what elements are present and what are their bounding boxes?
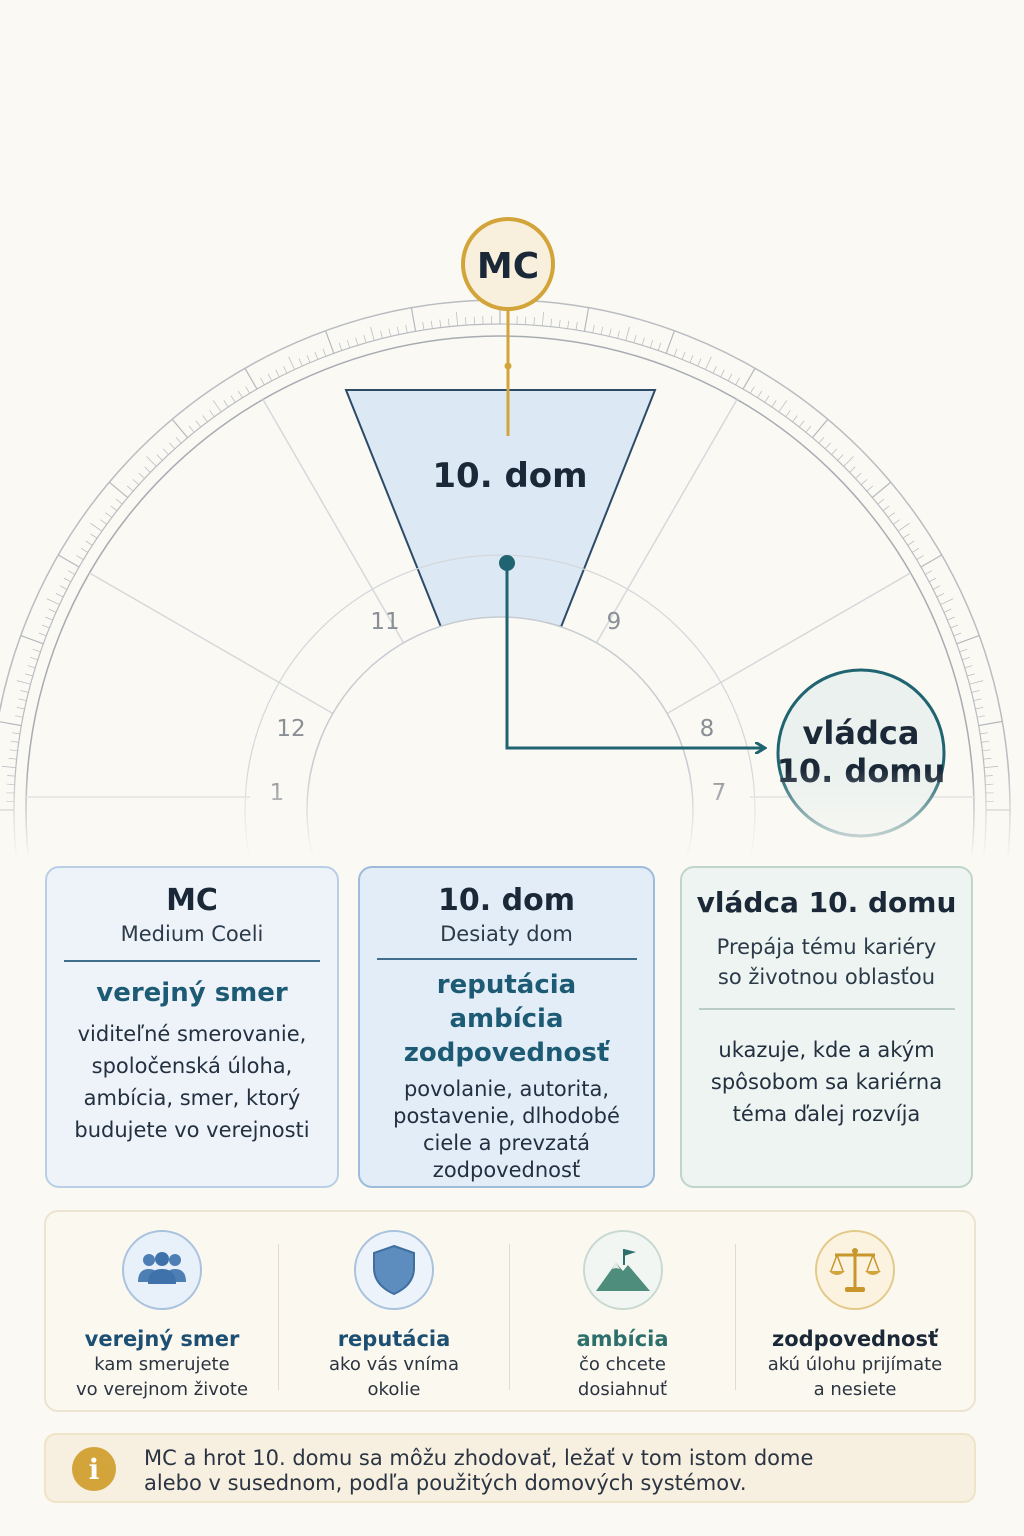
ring-tick [962, 657, 970, 660]
ring-tick [861, 479, 867, 484]
feature-ambition [510, 1212, 735, 1412]
ring-tick [984, 766, 998, 767]
mc-card-title: MC [166, 883, 218, 918]
ring-tick [276, 370, 280, 377]
house-number-11: 11 [370, 609, 400, 635]
ruler-info-card [680, 866, 973, 1188]
ring-tick [90, 523, 102, 531]
feature-title: ambícia [576, 1327, 669, 1351]
feature-text: ako vás vníma [329, 1354, 459, 1375]
ring-tick [898, 523, 910, 531]
ring-tick [786, 410, 791, 417]
house-card-heading: reputácia [436, 970, 577, 1000]
ring-tick [397, 327, 399, 335]
house-card-body-line: ciele a prevzatá [422, 1131, 591, 1155]
mc-axis-dot [505, 363, 512, 370]
ring-tick [56, 593, 63, 597]
ring-tick [819, 437, 824, 443]
ring-tick [261, 378, 265, 385]
feature-text: akú úlohu prijímate [767, 1354, 943, 1375]
ring-tick [772, 401, 776, 408]
house-card-heading: zodpovednosť [403, 1038, 610, 1068]
ruler-card-divider [699, 1008, 955, 1010]
info-note [44, 1433, 976, 1503]
ring-tick [690, 355, 693, 362]
ring-tick [224, 401, 228, 408]
ring-tick [68, 571, 75, 575]
ring-tick [559, 320, 560, 328]
mc-badge-label: MC [476, 246, 540, 287]
mc-card-subtitle: Medium Coeli [120, 922, 264, 946]
ring-tick [609, 329, 611, 337]
mc-card-divider [64, 960, 320, 962]
ring-tick [634, 335, 636, 343]
ring-tick [941, 599, 954, 605]
house-number-9: 9 [606, 609, 622, 635]
ring-tick [878, 499, 884, 504]
ring-tick [371, 327, 375, 341]
ring-tick [116, 499, 122, 504]
ring-tick [203, 416, 208, 422]
feature-text: a nesiete [813, 1379, 897, 1400]
ring-tick [765, 396, 769, 403]
ring-tick [19, 699, 27, 701]
ring-tick [213, 400, 221, 412]
ring-tick [812, 419, 827, 437]
ring-tick [86, 541, 93, 545]
info-icon: i [72, 1447, 116, 1491]
ring-tick [33, 649, 41, 652]
ring-tick [45, 617, 52, 620]
ring-tick [448, 319, 449, 327]
house-card-body-line: zodpovednosť [432, 1158, 581, 1182]
ring-tick [133, 479, 139, 484]
ring-tick [58, 555, 79, 567]
ring-tick [534, 317, 535, 325]
ring-tick [2, 766, 16, 767]
house-number-12: 12 [276, 716, 306, 742]
ring-tick [411, 308, 415, 332]
mountain-flag-icon [583, 1230, 663, 1310]
ring-tick [832, 449, 837, 455]
ring-tick [9, 758, 17, 759]
ring-tick [965, 666, 973, 668]
ring-tick [728, 374, 732, 381]
ring-tick [347, 340, 350, 348]
ring-tick [111, 506, 117, 511]
ring-tick [793, 416, 798, 422]
ring-tick [551, 319, 552, 327]
ruler-card-subtitle-line: so životnou oblasťou [717, 965, 936, 989]
ring-tick [947, 617, 954, 620]
ring-tick [658, 343, 661, 351]
ring-tick [983, 758, 991, 759]
ruler-card-body-line: ukazuje, kde a akým [718, 1038, 935, 1062]
ring-tick [925, 571, 932, 575]
ring-tick [806, 426, 811, 432]
feature-title: reputácia [337, 1327, 451, 1351]
ring-tick [799, 421, 804, 427]
ring-tick [381, 331, 383, 339]
ring-tick [867, 486, 873, 491]
ring-tick [933, 586, 940, 590]
mc-card-body-line: viditeľné smerovanie, [77, 1022, 307, 1046]
tenth-house-label: 10. dom [432, 456, 588, 496]
ring-tick [39, 633, 47, 636]
ring-tick [713, 366, 717, 373]
ring-tick [893, 520, 900, 525]
ring-tick [364, 335, 366, 343]
ring-tick [283, 366, 287, 373]
ring-tick [210, 410, 215, 417]
ring-tick [937, 593, 944, 597]
ring-tick [456, 312, 457, 326]
ring-tick [169, 443, 174, 449]
mc-card-body-line: spoločenská úloha, [91, 1054, 293, 1078]
ring-tick [642, 338, 644, 346]
ring-tick [721, 370, 725, 377]
mc-info-card [45, 866, 339, 1188]
ring-tick [601, 327, 603, 335]
ring-tick [64, 578, 71, 582]
ring-tick [969, 681, 983, 685]
ring-tick [912, 548, 919, 552]
ring-tick [339, 343, 342, 351]
feature-text: dosiahnuť [577, 1379, 668, 1400]
ring-tick [957, 636, 980, 644]
wheel-fade [0, 770, 1024, 860]
scales-icon [815, 1230, 895, 1310]
ruler-card-title: vládca 10. domu [696, 886, 957, 919]
ring-tick [106, 513, 112, 518]
ring-tick [100, 520, 107, 525]
ring-tick [176, 437, 181, 443]
ring-tick [903, 534, 910, 538]
ring-tick [21, 691, 29, 693]
ring-tick [17, 707, 25, 709]
ring-tick [758, 391, 762, 398]
ring-tick [15, 716, 23, 718]
ring-tick [0, 721, 21, 725]
ring-tick [10, 750, 18, 751]
feature-title: verejný smer [84, 1327, 240, 1351]
ring-tick [921, 555, 942, 567]
house-card-title: 10. dom [438, 883, 575, 918]
ring-tick [431, 321, 432, 329]
ring-tick [246, 387, 250, 394]
ring-tick [872, 482, 890, 497]
ring-tick [779, 400, 787, 412]
ring-tick [929, 578, 936, 582]
house-card-divider [377, 958, 637, 960]
ring-tick [60, 586, 67, 590]
ruler-card-body-line: spôsobom sa kariérna [710, 1070, 943, 1094]
ring-tick [584, 308, 588, 332]
ring-tick [11, 741, 19, 742]
ring-tick [888, 513, 894, 518]
ruler-badge-line1: vládca [802, 714, 920, 752]
ring-tick [42, 625, 49, 628]
note-line: MC a hrot 10. domu sa môžu zhodovať, ležať v tom istom dome [144, 1446, 814, 1470]
ring-tick [307, 355, 310, 362]
ring-tick [28, 666, 36, 668]
ring-tick [917, 556, 924, 560]
ring-tick [245, 368, 257, 389]
ring-tick [389, 329, 391, 337]
ring-tick [231, 396, 235, 403]
feature-title: zodpovednosť [771, 1327, 939, 1351]
ring-tick [650, 340, 653, 348]
ring-tick [423, 322, 424, 330]
ring-tick [157, 455, 163, 461]
ring-tick [750, 387, 754, 394]
ring-tick [618, 331, 620, 339]
ring-tick [77, 556, 84, 560]
ring-tick [440, 320, 441, 328]
ring-tick [736, 378, 740, 385]
ring-tick [844, 456, 854, 466]
ring-tick [406, 325, 408, 333]
feature-public-direction [46, 1212, 278, 1412]
ring-tick [47, 599, 60, 605]
house-card-heading: ambícia [449, 1004, 564, 1034]
ring-tick [972, 691, 980, 693]
ring-tick [825, 443, 830, 449]
ring-tick [850, 467, 856, 473]
ring-tick [982, 750, 990, 751]
ring-tick [12, 733, 20, 734]
note-line: alebo v susednom, podľa použitých domových systémov. [144, 1471, 747, 1495]
mc-card-body-line: budujete vo verejnosti [74, 1118, 310, 1142]
ring-tick [525, 317, 526, 325]
ring-tick [666, 331, 674, 354]
ring-tick [49, 609, 56, 612]
ring-tick [951, 625, 958, 628]
feature-text: okolie [367, 1379, 421, 1400]
feature-responsibility [736, 1212, 974, 1412]
ring-tick [21, 636, 44, 644]
ring-tick [981, 741, 989, 742]
house-card-body-line: postavenie, dlhodobé [393, 1104, 620, 1128]
ring-tick [474, 317, 475, 325]
ring-tick [139, 473, 145, 478]
ring-tick [743, 368, 755, 389]
ring-tick [974, 699, 982, 701]
ring-tick [356, 338, 358, 346]
ring-tick [326, 331, 334, 354]
ring-tick [979, 721, 1003, 725]
ring-tick [145, 467, 151, 473]
ring-tick [466, 317, 467, 325]
ring-tick [289, 357, 295, 370]
ring-tick [568, 321, 569, 329]
ring-tick [238, 391, 242, 398]
ring-tick [315, 352, 318, 359]
feature-text: vo verejnom živote [75, 1379, 249, 1400]
ring-tick [626, 327, 630, 341]
ring-tick [172, 419, 187, 437]
ring-tick [975, 707, 983, 709]
ring-tick [980, 733, 988, 734]
ring-tick [323, 349, 326, 357]
ring-tick [30, 657, 38, 660]
ring-tick [163, 449, 168, 455]
themes-strip [44, 1210, 976, 1412]
ring-tick [17, 681, 31, 685]
ring-tick [25, 674, 33, 676]
ring-tick [883, 506, 889, 511]
ring-tick [196, 421, 201, 427]
shield-icon [354, 1230, 434, 1310]
ring-tick [967, 674, 975, 676]
mc-card-body-line: ambícia, smer, ktorý [83, 1086, 301, 1110]
ruler-card-body-line: téma ďalej rozvíja [732, 1102, 921, 1126]
ring-tick [299, 359, 302, 366]
house-card-subtitle: Desiaty dom [440, 922, 573, 946]
ring-tick [944, 609, 951, 612]
ring-tick [855, 473, 861, 478]
house-number-8: 8 [699, 716, 715, 742]
ring-tick [81, 548, 88, 552]
ring-tick [189, 426, 194, 432]
mc-card-heading: verejný smer [96, 978, 288, 1008]
ring-tick [674, 349, 677, 357]
ring-tick [268, 374, 272, 381]
ring-tick [127, 486, 133, 491]
ring-tick [698, 359, 701, 366]
ring-tick [542, 312, 543, 326]
ruler-card-subtitle-line: Prepája tému kariéry [716, 935, 937, 959]
ring-tick [576, 322, 577, 330]
ring-tick [593, 325, 595, 333]
tenth-house-info-card [358, 866, 655, 1188]
ring-tick [977, 716, 985, 718]
ring-tick [960, 649, 968, 652]
ring-tick [682, 352, 685, 359]
feature-text: čo chcete [578, 1354, 667, 1375]
feature-reputation [279, 1212, 509, 1412]
ring-tick [838, 455, 844, 461]
ring-tick [146, 456, 156, 466]
ring-tick [91, 534, 98, 538]
ring-tick [954, 633, 962, 636]
ring-tick [109, 482, 127, 497]
ring-tick [908, 541, 915, 545]
feature-text: kam smerujete [94, 1354, 230, 1375]
house-card-body-line: povolanie, autorita, [403, 1077, 610, 1101]
ring-tick [705, 357, 711, 370]
people-icon [122, 1230, 202, 1310]
